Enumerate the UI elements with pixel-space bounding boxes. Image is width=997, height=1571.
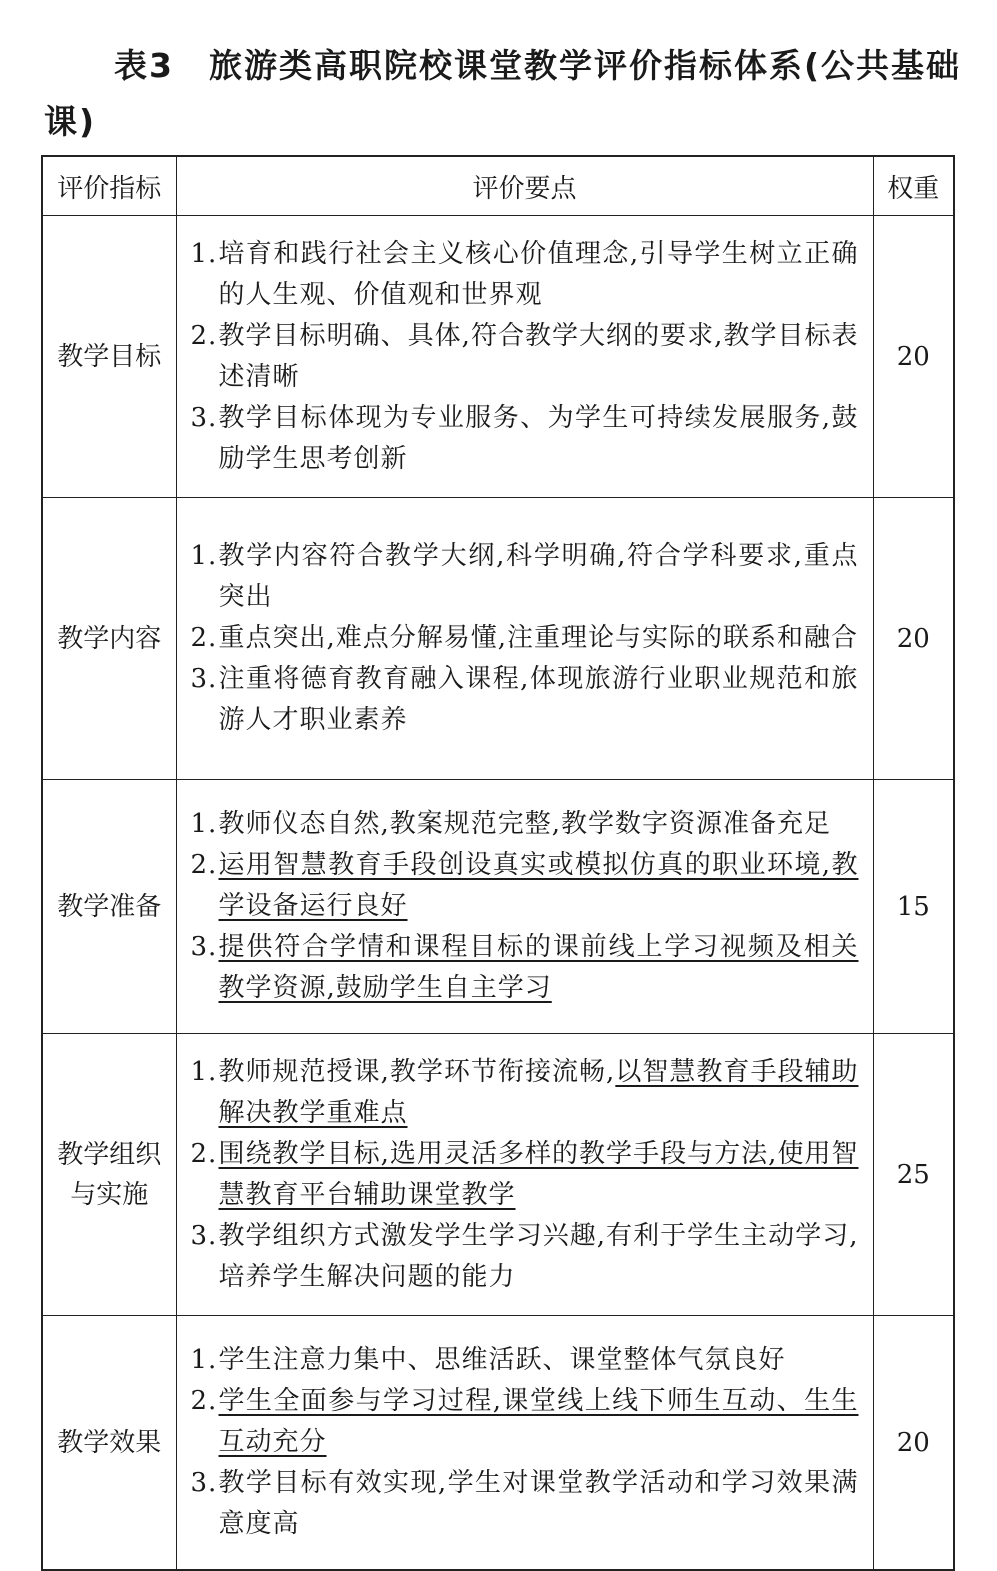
point-number: 3. (190, 1468, 218, 1498)
points-cell (176, 1316, 873, 1571)
evaluation-point (191, 398, 859, 480)
points-cell (176, 498, 873, 780)
weight-cell: 15 (873, 780, 954, 1034)
weight-cell: 20 (873, 216, 954, 498)
weight-cell: 20 (873, 498, 954, 780)
point-text: 教学目标明确、具体,符合教学大纲的要求,教学目标表述清晰 (218, 320, 859, 392)
evaluation-point (191, 536, 859, 618)
points-cell (176, 1034, 873, 1316)
points-cell (176, 780, 873, 1034)
evaluation-table (41, 155, 955, 1571)
point-number: 3. (190, 932, 218, 962)
evaluation-point (191, 234, 859, 316)
table-row (42, 498, 954, 780)
evaluation-point (191, 316, 859, 398)
point-number: 1. (190, 541, 218, 571)
indicator-cell: 教学效果 (42, 1316, 176, 1571)
indicator-cell (42, 1034, 176, 1316)
evaluation-point (191, 1340, 859, 1381)
points-cell (176, 216, 873, 498)
table-header-row (42, 156, 954, 216)
evaluation-point (191, 1463, 859, 1545)
point-number: 1. (190, 809, 218, 839)
table-row (42, 780, 954, 1034)
point-underlined-text: 学生全面参与学习过程,课堂线上线下师生互动、生生互动充分 (218, 1386, 859, 1457)
evaluation-point (191, 1134, 859, 1216)
evaluation-point (191, 1381, 859, 1463)
point-number: 2. (190, 320, 218, 351)
evaluation-point (191, 1052, 859, 1134)
table-row (42, 1316, 954, 1571)
point-text: 教师规范授课,教学环节衔接流畅, (218, 1056, 616, 1087)
table-row (42, 1034, 954, 1316)
point-text: 培育和践行社会主义核心价值理念,引导学生树立正确的人生观、价值观和世界观 (218, 238, 859, 310)
point-text: 学生注意力集中、思维活跃、课堂整体气氛良好 (218, 1345, 786, 1375)
indicator-text: 教学组织与实施 (57, 1139, 162, 1210)
header-weight: 权重 (873, 156, 954, 216)
weight-cell: 25 (873, 1034, 954, 1316)
point-text: 教学目标体现为专业服务、为学生可持续发展服务,鼓励学生思考创新 (218, 402, 859, 474)
point-number: 2. (190, 1138, 218, 1169)
point-text: 重点突出,难点分解易懂,注重理论与实际的联系和融合 (218, 623, 859, 653)
evaluation-point (191, 927, 859, 1009)
point-number: 3. (190, 664, 218, 694)
point-number: 2. (190, 623, 218, 653)
point-number: 3. (190, 402, 218, 433)
evaluation-point (191, 618, 859, 659)
point-text: 教师仪态自然,教案规范完整,教学数字资源准备充足 (218, 809, 832, 839)
table-title: 表3 旅游类高职院校课堂教学评价指标体系(公共基础课) (44, 46, 962, 141)
indicator-cell: 教学准备 (42, 780, 176, 1034)
indicator-cell: 教学目标 (42, 216, 176, 498)
header-indicator: 评价指标 (42, 156, 176, 216)
point-underlined-text: 围绕教学目标,选用灵活多样的教学手段与方法,使用智慧教育平台辅助课堂教学 (218, 1138, 859, 1210)
evaluation-point (191, 1216, 859, 1298)
point-underlined-text: 提供符合学情和课程目标的课前线上学习视频及相关教学资源,鼓励学生自主学习 (218, 932, 859, 1003)
point-number: 2. (190, 850, 218, 880)
header-points: 评价要点 (176, 156, 873, 216)
point-text: 教学内容符合教学大纲,科学明确,符合学科要求,重点突出 (218, 541, 859, 612)
table-row (42, 216, 954, 498)
point-underlined-text: 以智慧教育手段辅助解决教学重难点 (218, 1056, 859, 1128)
point-text: 教学目标有效实现,学生对课堂教学活动和学习效果满意度高 (218, 1468, 859, 1539)
point-number: 3. (190, 1220, 218, 1251)
point-number: 1. (190, 238, 218, 269)
point-number: 2. (190, 1386, 218, 1416)
point-number: 1. (190, 1056, 218, 1087)
indicator-cell: 教学内容 (42, 498, 176, 780)
weight-cell: 20 (873, 1316, 954, 1571)
point-text: 教学组织方式激发学生学习兴趣,有利于学生主动学习,培养学生解决问题的能力 (218, 1220, 859, 1292)
evaluation-point (191, 845, 859, 927)
evaluation-point (191, 659, 859, 741)
evaluation-point (191, 804, 859, 845)
point-number: 1. (190, 1345, 218, 1375)
point-underlined-text: 运用智慧教育手段创设真实或模拟仿真的职业环境,教学设备运行良好 (218, 850, 859, 921)
point-text: 注重将德育教育融入课程,体现旅游行业职业规范和旅游人才职业素养 (218, 664, 859, 735)
